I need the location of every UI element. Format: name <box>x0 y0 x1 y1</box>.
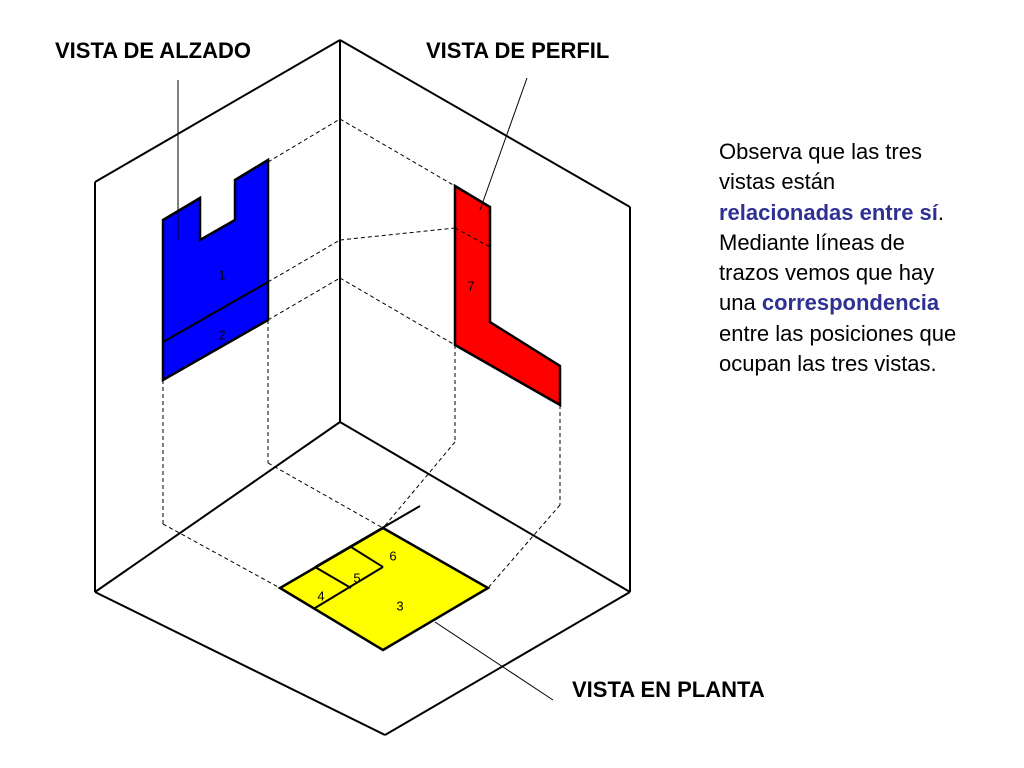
label-vista-planta: VISTA EN PLANTA <box>572 677 765 702</box>
box-top-right-edge <box>340 40 630 207</box>
region-label-2: 2 <box>218 327 226 343</box>
projection-line <box>268 463 383 528</box>
note-highlight-relacionadas: relacionadas entre sí <box>719 199 938 225</box>
projection-line <box>268 240 340 282</box>
note-highlight-correspondencia: correspondencia <box>761 290 940 316</box>
projection-line <box>340 278 455 345</box>
projection-line <box>340 228 455 240</box>
projection-line <box>268 278 340 320</box>
note-text-1: Observa que las tres vistas están <box>719 139 922 195</box>
planta-leader-line <box>435 622 553 700</box>
planta-outline <box>280 528 488 650</box>
explanation-note <box>719 137 969 379</box>
vista-perfil-shape <box>455 186 560 405</box>
region-label-5: 5 <box>353 570 361 586</box>
projection-line <box>268 119 340 162</box>
region-label-3: 3 <box>396 598 404 614</box>
note-text-2: . Mediante líneas de trazos vemos que hay una <box>719 199 945 316</box>
region-label-6: 6 <box>389 548 397 564</box>
projection-line <box>383 442 455 528</box>
label-vista-perfil: VISTA DE PERFIL <box>426 38 610 63</box>
note-text-3: entre las posiciones que ocupan las tres vistas. <box>719 320 957 377</box>
alzado-outline <box>163 160 268 380</box>
label-vista-alzado: VISTA DE ALZADO <box>55 38 251 63</box>
region-label-7: 7 <box>467 278 475 294</box>
projection-line <box>488 505 560 588</box>
projection-line <box>340 119 455 186</box>
region-label-1: 1 <box>218 267 226 283</box>
vista-alzado-shape <box>163 160 268 380</box>
perfil-outline <box>455 186 560 405</box>
box-floor-left-edge <box>95 422 340 592</box>
region-label-4: 4 <box>317 588 325 604</box>
vista-planta-shape <box>280 506 488 650</box>
